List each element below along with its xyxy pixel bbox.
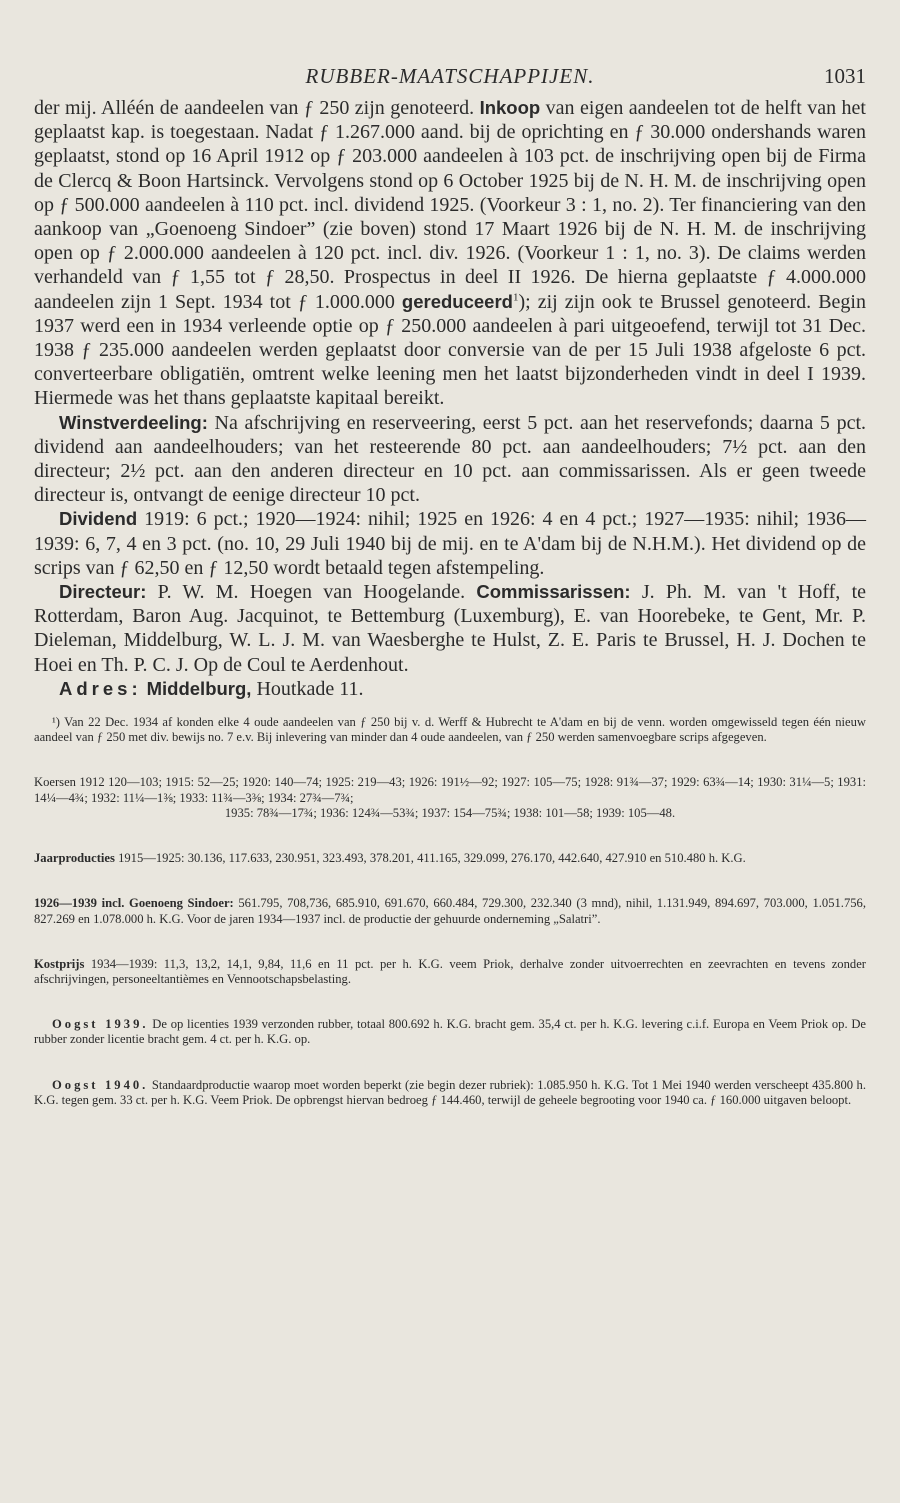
paragraph-capital xyxy=(34,96,866,411)
kostprijs-heading: Kostprijs xyxy=(34,956,85,971)
adres-city: Middelburg, xyxy=(146,677,252,699)
page-number: 1031 xyxy=(824,64,866,88)
capital-text-1: der mij. Alléén de aandeelen van ƒ 250 zijn genoteerd. xyxy=(34,97,480,119)
adres-heading: Adres: xyxy=(59,677,142,699)
kostprijs-block xyxy=(34,957,866,987)
directeur-heading: Directeur: xyxy=(59,581,147,603)
kostprijs-text: 1934—1939: 11,3, 13,2, 14,1, 9,84, 11,6 en 11 pct. per h. K.G. veem Priok, derhalve zonder uitvoerrechten en zeevrachten en tevens zonder afschrijvingen, personeeltantièmes en Vennootschapsbelasting. xyxy=(34,956,866,986)
jaarproducties-block xyxy=(34,851,866,866)
oogst-1939-block xyxy=(34,1017,866,1047)
paragraph-adres xyxy=(34,677,866,701)
productie-1926-text: 561.795, 708,736, 685.910, 691.670, 660.484, 729.300, 232.340 (3 mnd), nihil, 1.131.949, 894.697, 703.000, 1.051.756, 827.269 en 1.078.000 h. K.G. Voor de jaren 1934—1937 incl. de productie der gehuurde onderneming „Salatri”. xyxy=(34,896,866,926)
paragraph-winstverdeeling xyxy=(34,411,866,508)
winstverdeeling-heading: Winstverdeeling: xyxy=(59,411,208,433)
footnote-marker: ¹) xyxy=(52,715,60,730)
commissarissen-text: J. Ph. M. van 't Hoff, te Rotterdam, Baron Aug. Jacquinot, te Bettemburg (Luxemburg), E. van Hoorebeke, te Gent, Mr. P. Dieleman, Middelburg, W. L. J. M. van Waesberghe te Hulst, Z. E. Paris te Brussel, H. J. Dochen te Hoei en Th. P. C. J. Op de Coul te Aerdenhout. xyxy=(34,581,867,676)
commissarissen-heading: Commissarissen: xyxy=(476,581,631,603)
productie-1926-block xyxy=(34,896,866,926)
koersen-line-1: Koersen 1912 120—103; 1915: 52—25; 1920: 140—74; 1925: 219—43; 1926: 191½—92; 1927: 105—75; 1928: 91¾—37; 1929: 63¾—14; 1930: 31¼—5; 1931: 14¼—4¾; 1932: 11¼—1⅜; 1933: 11¾—3⅜; 1934: 27¾—7¾; xyxy=(34,775,866,805)
footnote-text: Van 22 Dec. 1934 af konden elke 4 oude aandeelen van ƒ 250 bij v. d. Werff & Hubrecht te A'dam en bij de venn. worden omgewisseld tegen één nieuw aandeel van ƒ 250 met div. bewijs no. 7 e.v. Bij inlevering van minder dan 4 oude aandeelen, van ƒ 250 werden samenvoegbare scrips afgegeven. xyxy=(34,715,866,745)
oogst-1940-heading: Oogst 1940. xyxy=(52,1077,149,1092)
dividend-text: 1919: 6 pct.; 1920—1924: nihil; 1925 en 1926: 4 en 4 pct.; 1927—1935: nihil; 1936—1939: 6, 7, 4 en 3 pct. (no. 10, 29 Juli 1940 bij de mij. en te A'dam bij de N.H.M.). Het dividend op de scrips van ƒ 62,50 en ƒ 12,50 wordt betaald tegen afstempeling. xyxy=(34,508,866,579)
dividend-heading: Dividend xyxy=(59,508,138,530)
paragraph-directie xyxy=(34,580,866,677)
running-title: RUBBER-MAATSCHAPPIJEN. xyxy=(305,64,595,88)
koersen-block xyxy=(34,775,866,821)
directeur-text: P. W. M. Hoegen van Hoogelande. xyxy=(146,581,477,604)
gereduceerd-term: gereduceerd xyxy=(401,290,513,312)
footnote-ref: 1 xyxy=(512,290,519,303)
page-header xyxy=(34,60,866,96)
winstverdeeling-text: Na afschrijving en reserveering, eerst 5 pct. aan het reservefonds; daarna 5 pct. dividend aan aandeelhouders; van het resteerende 80 pct. aan aandeelhouders; 7½ pct. aan den directeur; 2½ pct. aan den anderen directeur en 10 pct. aan commissarissen. Als er geen tweede directeur is, ontvangt de eenige directeur 10 pct. xyxy=(34,411,866,507)
oogst-1940-block xyxy=(34,1078,866,1108)
footnote xyxy=(34,715,866,745)
capital-text-3: ); zij zijn ook te Brussel genoteerd. Begin 1937 werd een in 1934 verleende optie op ƒ 250.000 aandeelen à pari uitgeoefend, terwijl tot 31 Dec. 1938 ƒ 235.000 aandeelen werden geplaatst door conversie van de per 15 Juli 1938 afgeloste 6 pct. converteerbare obligatiën, omtrent welke leening men het laatst bijzonderheden vindt in deel I 1939. Hiermede was het thans geplaatste kapitaal bereikt. xyxy=(34,290,866,410)
oogst-1940-text: Standaardproductie waarop moet worden beperkt (zie begin dezer rubriek): 1.085.950 h. K.G. Tot 1 Mei 1940 werden verscheept 435.800 h. K.G. tegen gem. 33 ct. per h. K.G. Veem Priok. De opbrengst hiervan bedroeg ƒ 144.460, terwijl de geheele begrooting voor 1940 ca. ƒ 160.000 uitgaven beloopt. xyxy=(34,1077,866,1107)
paragraph-dividend xyxy=(34,507,866,580)
koersen-line-2: 1935: 78¾—17¾; 1936: 124¾—53¾; 1937: 154—75¾; 1938: 101—58; 1939: 105—48. xyxy=(224,805,676,820)
adres-text: Houtkade 11. xyxy=(251,677,364,700)
main-text xyxy=(34,96,866,701)
notes-section xyxy=(34,715,866,1108)
jaarproducties-text: 1915—1925: 30.136, 117.633, 230.951, 323.493, 378.201, 411.165, 329.099, 276.170, 442.640, 427.910 en 510.480 h. K.G. xyxy=(114,851,746,866)
inkoop-term: Inkoop xyxy=(479,97,541,118)
capital-text-2: van eigen aandeelen tot de helft van het geplaatst kap. is toegestaan. Nadat ƒ 1.267.000 aand. bij de oprichting en ƒ 30.000 ondershands waren geplaatst, stond op 16 April 1912 op ƒ 203.000 aandeelen à 103 pct. de inschrijving open bij de Firma de Clercq & Boon Hartsinck. Vervolgens stond op 6 October 1925 bij de N. H. M. de inschrijving open op ƒ 500.000 aandeelen à 110 pct. incl. dividend 1925. (Voorkeur 3 : 1, no. 2). Ter financiering van den aankoop van „Goenoeng Sindoer” (zie boven) stond 17 Maart 1926 bij de N. H. M. de inschrijving open op ƒ 2.000.000 aandeelen à 120 pct. incl. div. 1926. (Voorkeur 1 : 1, no. 3). De claims werden verhandeld van ƒ 1,55 tot ƒ 28,50. Prospectus in deel II 1926. De hierna geplaatste ƒ 4.000.000 aandeelen zijn 1 Sept. 1934 tot ƒ 1.000.000 xyxy=(34,97,866,313)
jaarproducties-heading: Jaarproducties xyxy=(34,851,115,866)
productie-1926-heading: 1926—1939 incl. Goenoeng Sindoer: xyxy=(34,896,234,911)
oogst-1939-heading: Oogst 1939. xyxy=(52,1017,149,1032)
oogst-1939-text: De op licenties 1939 verzonden rubber, totaal 800.692 h. K.G. bracht gem. 35,4 ct. per h. K.G. levering c.i.f. Europa en Veem Priok op. De rubber zonder licentie bracht gem. 4 ct. per h. K.G. op. xyxy=(34,1017,867,1047)
